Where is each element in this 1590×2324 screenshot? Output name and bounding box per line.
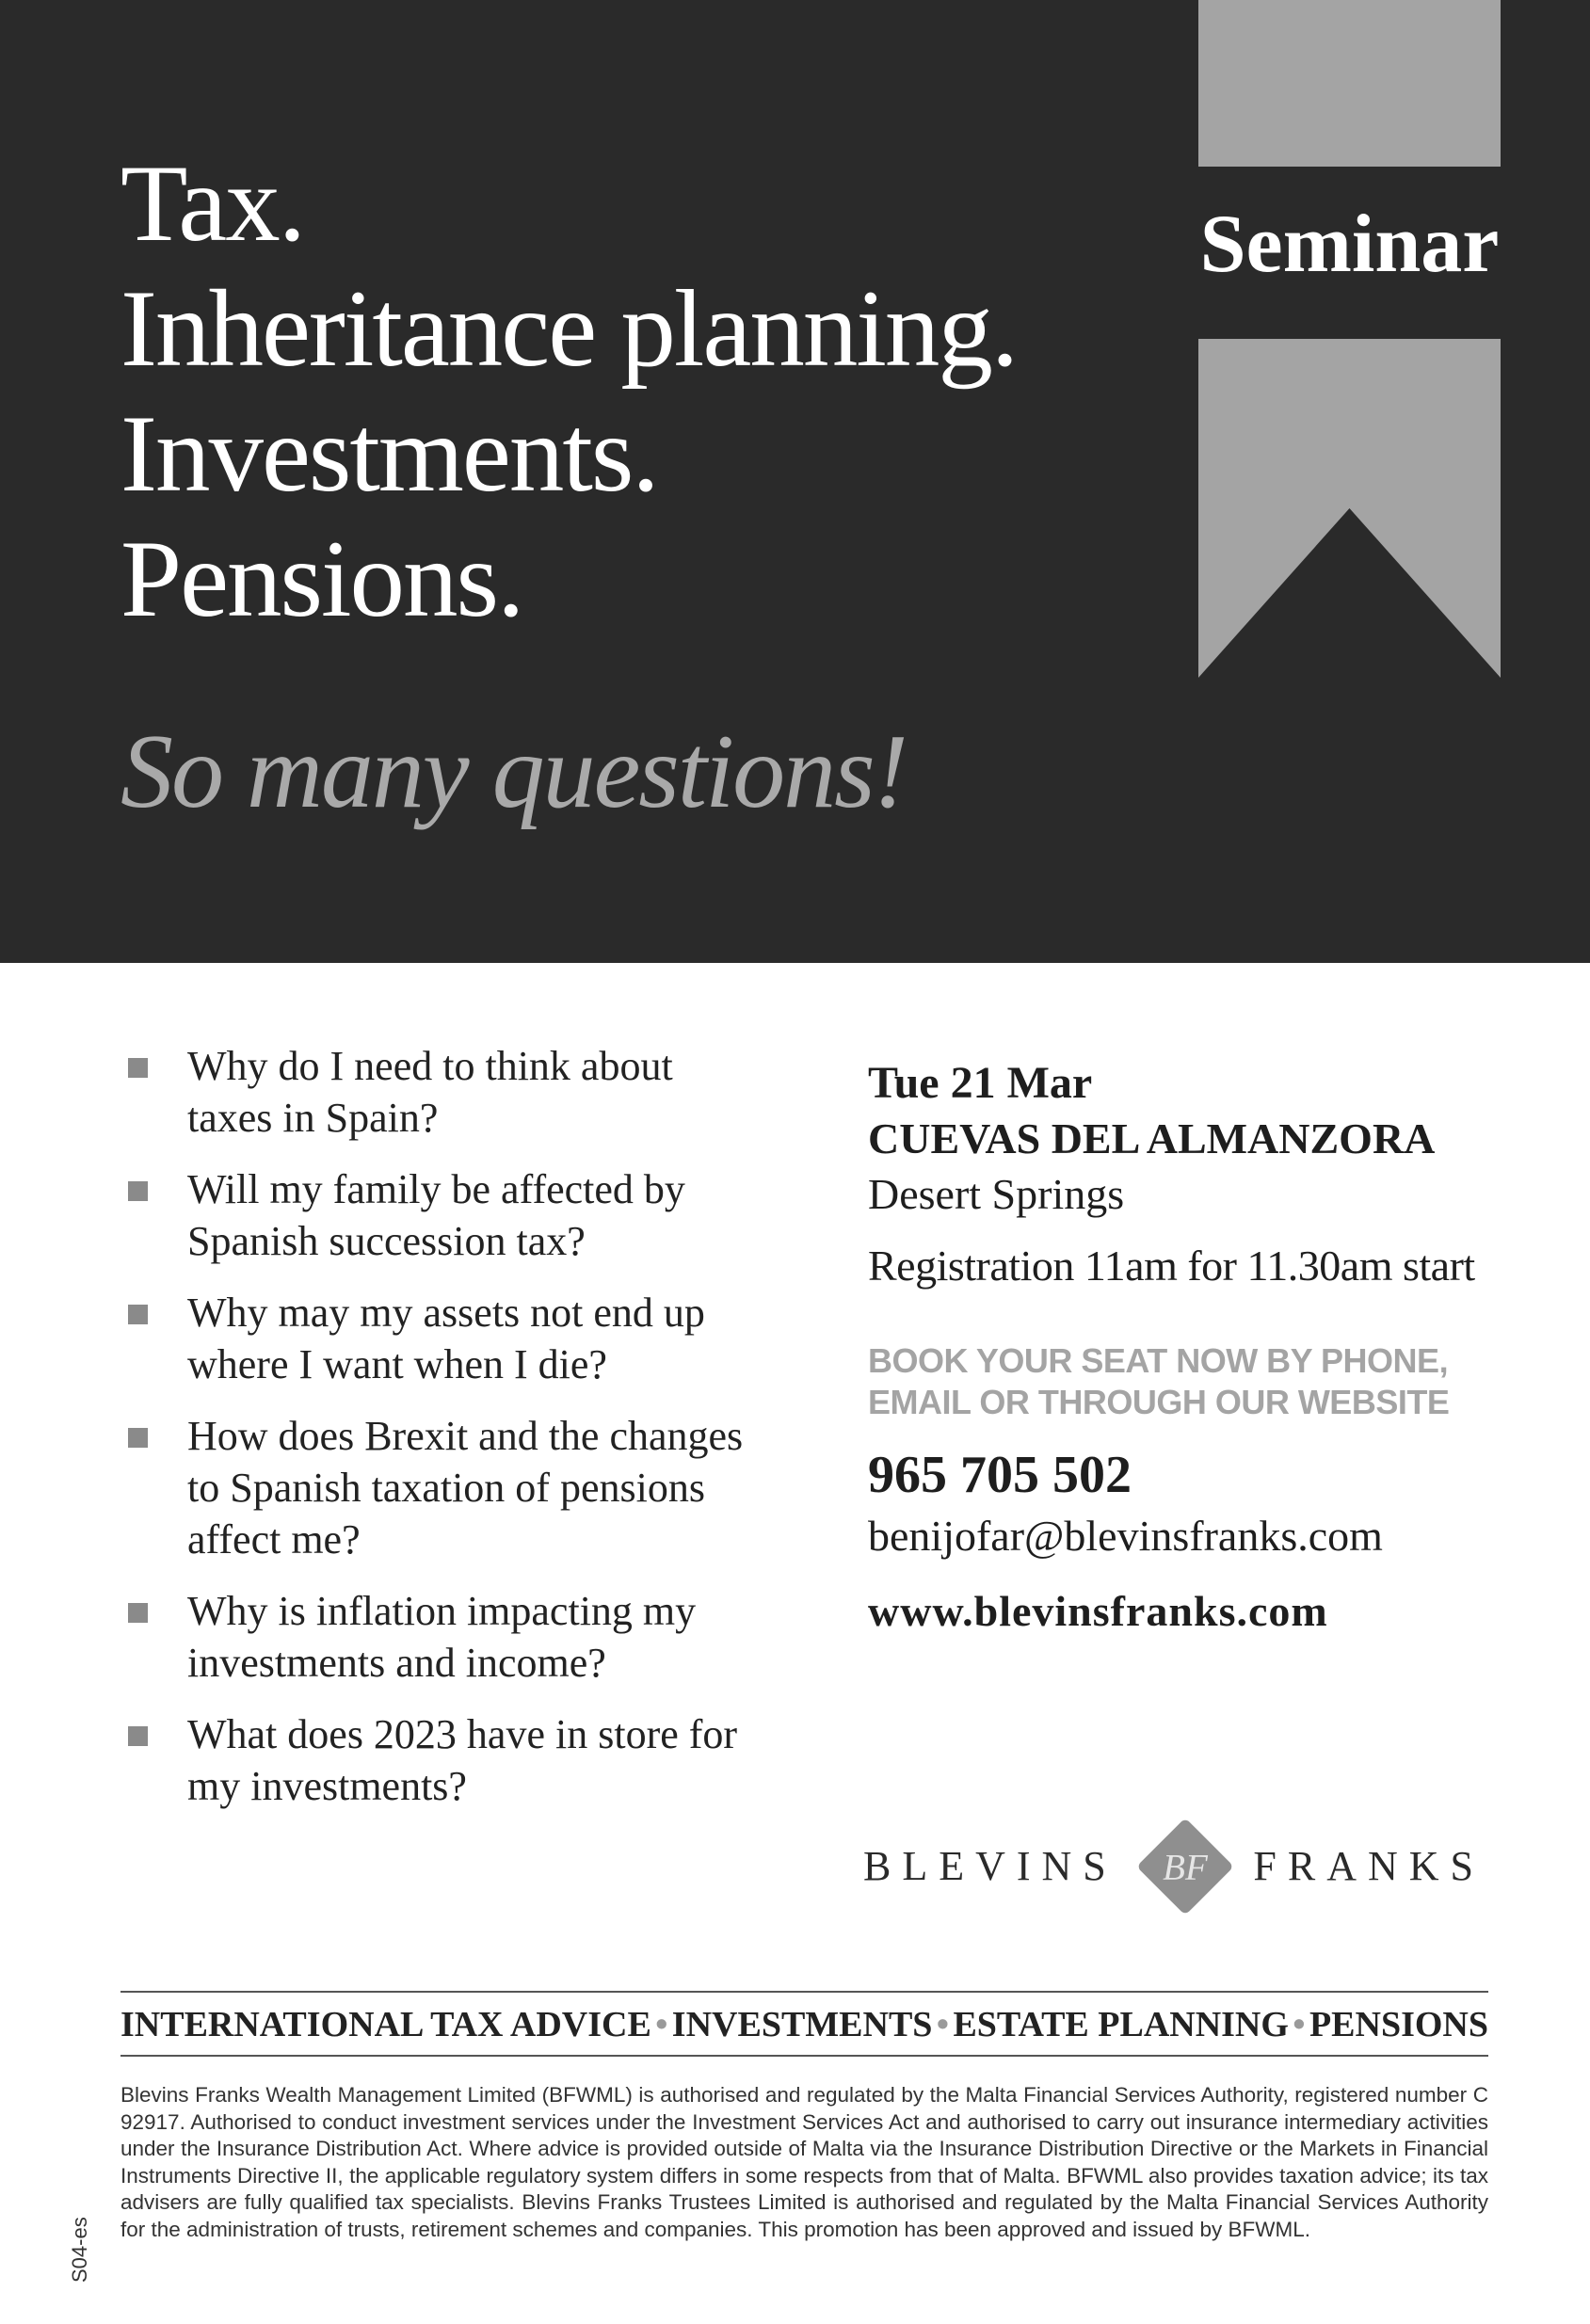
square-bullet-icon	[128, 1305, 148, 1324]
divider-top	[120, 1991, 1488, 1993]
website-link[interactable]: www.blevinsfranks.com	[868, 1587, 1328, 1635]
divider-bottom	[120, 2055, 1488, 2057]
regulatory-disclaimer: Blevins Franks Wealth Management Limited (BFWML) is authorised and regulated by the Malta Financial Services Authority, registered number C 92917. Authorised to conduct investment services under the Investment Services Act and authorised to carry out insurance intermediary activities under the Insurance Distribution Act. Where advice is provided outside of Malta via the Insurance Distribution Directive or the Markets in Financial Instruments Directive II, the applicable regulatory system differs in some respects from that of Malta. BFWML also provides taxation advice; its tax advisers are fully qualified tax specialists. Blevins Franks Trustees Limited is authorised and regulated by the Malta Financial Services Authority for the administration of trusts, retirement schemes and companies. This promotion has been approved and issued by BFWML.	[120, 2083, 1488, 2241]
separator-dot-icon: •	[1293, 2005, 1306, 2044]
square-bullet-icon	[128, 1058, 148, 1078]
brand-logo	[863, 1821, 1485, 1911]
email-link[interactable]: benijofar@blevinsfranks.com	[868, 1512, 1383, 1560]
square-bullet-icon	[128, 1181, 148, 1201]
question-item	[125, 1585, 765, 1689]
service-item: INVESTMENTS	[671, 2005, 933, 2044]
square-bullet-icon	[128, 1428, 148, 1448]
question-text: What does 2023 have in store for my investments?	[187, 1711, 738, 1809]
event-date: Tue 21 Mar	[868, 1058, 1093, 1108]
monogram-text: BF	[1163, 1845, 1208, 1887]
question-item	[125, 1040, 765, 1144]
square-bullet-icon	[128, 1603, 148, 1623]
service-item: PENSIONS	[1309, 2005, 1488, 2044]
service-item: INTERNATIONAL TAX ADVICE	[120, 2005, 651, 2044]
services-strip	[120, 2003, 1488, 2046]
question-item	[125, 1287, 765, 1390]
phone-number[interactable]: 965 705 502	[868, 1446, 1132, 1504]
brand-word-left: BLEVINS	[863, 1843, 1117, 1889]
tagline: So many questions!	[120, 713, 907, 830]
event-venue: Desert Springs	[868, 1170, 1125, 1218]
headline-line: Tax.	[120, 143, 304, 264]
headline-line: Inheritance planning.	[120, 268, 1018, 390]
question-text: Why is inflation impacting my investments and income?	[187, 1588, 697, 1686]
separator-dot-icon: •	[936, 2005, 950, 2044]
cta-line: EMAIL OR THROUGH OUR WEBSITE	[868, 1383, 1450, 1421]
headline	[120, 141, 1017, 642]
cta-line: BOOK YOUR SEAT NOW BY PHONE,	[868, 1341, 1449, 1380]
question-text: Will my family be affected by Spanish succession tax?	[187, 1166, 685, 1264]
booking-call-to-action	[868, 1340, 1546, 1423]
event-city: CUEVAS DEL ALMANZORA	[868, 1114, 1436, 1162]
separator-dot-icon: •	[655, 2005, 668, 2044]
question-item	[125, 1410, 765, 1565]
document-code: S04-es	[68, 2217, 91, 2283]
ribbon-top-band	[1198, 0, 1501, 167]
question-text: Why do I need to think about taxes in Spain?	[187, 1043, 673, 1141]
question-text: Why may my assets not end up where I want when I die?	[187, 1290, 705, 1387]
brand-word-right: FRANKS	[1253, 1843, 1485, 1889]
event-details	[868, 1056, 1546, 1640]
square-bullet-icon	[128, 1726, 148, 1746]
question-item	[125, 1163, 765, 1267]
monogram-icon	[1136, 1818, 1234, 1915]
service-item: ESTATE PLANNING	[953, 2005, 1289, 2044]
hero-banner	[0, 0, 1590, 963]
headline-line: Investments.	[120, 393, 658, 515]
seminar-badge: Seminar	[1199, 199, 1500, 290]
question-item	[125, 1708, 765, 1812]
headline-line: Pensions.	[120, 519, 523, 640]
question-text: How does Brexit and the changes to Spanish taxation of pensions affect me?	[187, 1413, 744, 1563]
question-list	[125, 1040, 765, 1832]
event-time: Registration 11am for 11.30am start	[868, 1242, 1475, 1290]
ribbon-tail-icon	[1198, 339, 1501, 678]
